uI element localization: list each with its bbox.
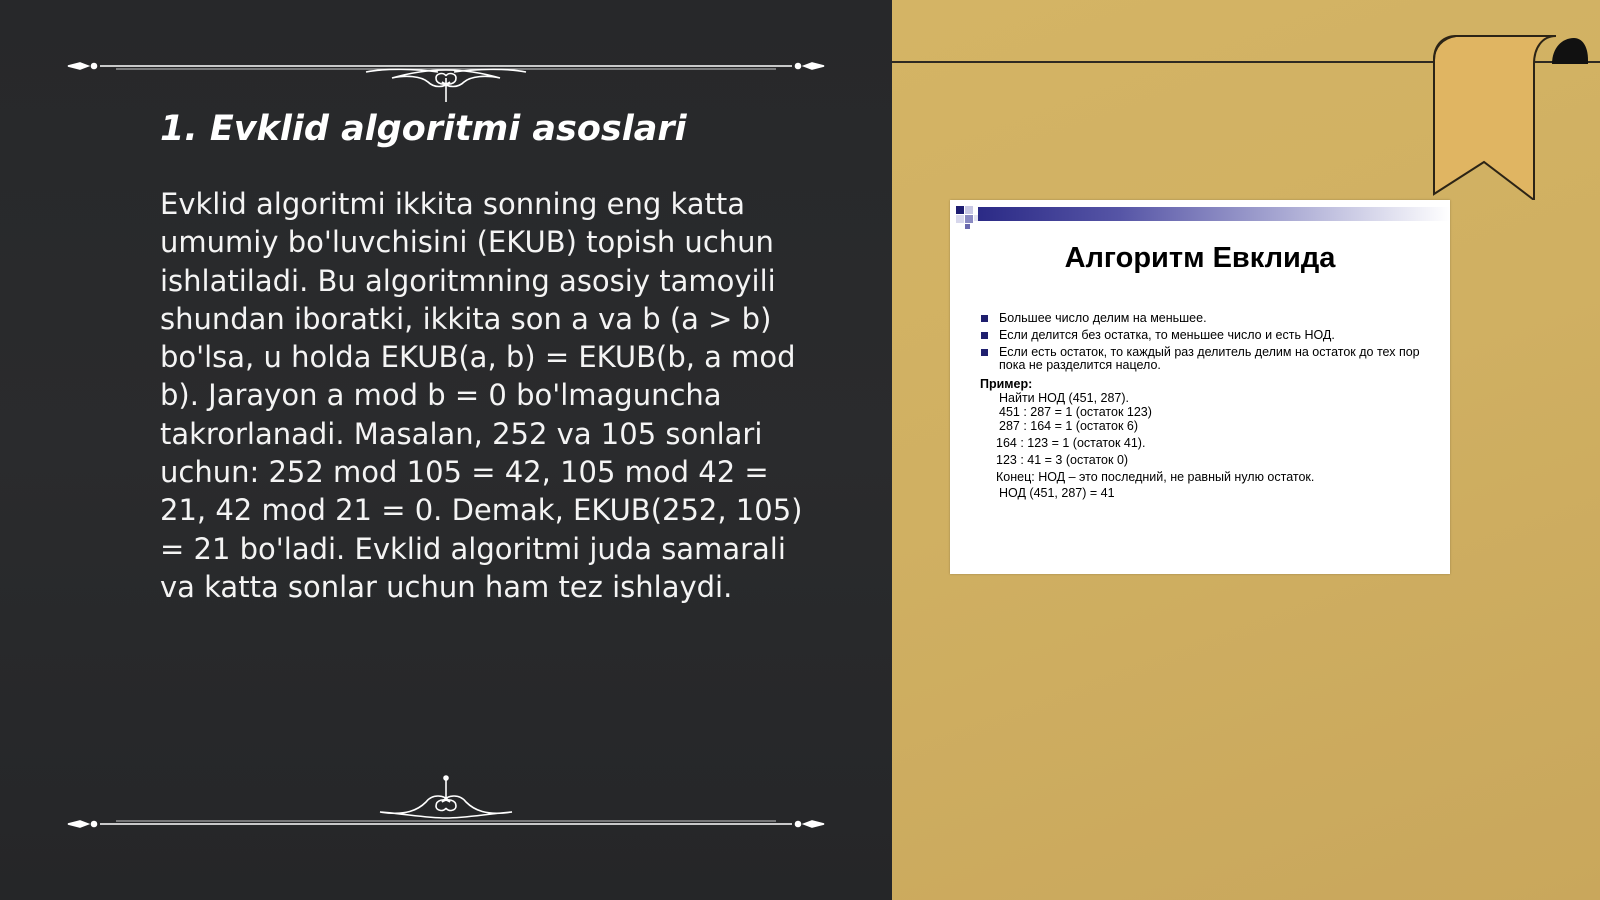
example-line: 123 : 41 = 3 (остаток 0) — [996, 453, 1129, 467]
example-line: 287 : 164 = 1 (остаток 6) — [999, 419, 1139, 433]
bottom-ornament-divider-icon — [66, 772, 826, 832]
image-title: Алгоритм Евклида — [1064, 242, 1336, 274]
list-item: Если делится без остатка, то меньшее число и есть НОД. — [980, 329, 1430, 342]
example-line: Конец: НОД – это последний, не равный нулю остаток. — [996, 470, 1315, 484]
slide-body-text: Evklid algoritmi ikkita sonning eng katta umumiy bo'luvchisini (EKUB) topish uchun ishlatiladi. Bu algoritmning asosiy tamoyili shundan iboratki, ikkita son a va b (a > b) bo'lsa, u holda EKUB(a, b) = EKUB(b, a mod b). Jarayon a mod b = 0 bo'lmaguncha takrorlanadi. Masalan, 252 va 105 sonlari uchun: 252 mod 105 = 42, 105 mod 42 = 21, 42 mod 21 = 0. Demak, EKUB(252, 105) = 21 bo'ladi. Evklid algoritmi juda samarali va katta sonlar uchun ham tez ishlaydi. — [160, 187, 803, 604]
bullet-square-icon — [981, 332, 988, 339]
bullet-square-icon — [981, 315, 988, 322]
example-line: НОД (451, 287) = 41 — [999, 486, 1115, 500]
example-line: Найти НОД (451, 287). — [999, 391, 1130, 405]
slide-title: 1. Evklid algoritmi asoslari — [160, 109, 687, 149]
example-label: Пример: — [980, 377, 1033, 391]
euclid-algorithm-image — [950, 200, 1450, 574]
gradient-header-bar — [978, 207, 1450, 221]
example-line: 164 : 123 = 1 (остаток 41). — [996, 436, 1146, 450]
bookmark-ribbon-icon — [1432, 34, 1588, 200]
image-bullet-list — [980, 312, 1430, 376]
bullet-square-icon — [981, 349, 988, 356]
example-block — [980, 377, 1314, 500]
list-item: Большее число делим на меньшее. — [980, 312, 1430, 325]
example-line: 451 : 287 = 1 (остаток 123) — [999, 405, 1152, 419]
top-ornament-divider-icon — [66, 42, 826, 102]
list-item: Если есть остаток, то каждый раз делитель делим на остаток до тех пор пока не разделится нацело. — [980, 346, 1430, 372]
